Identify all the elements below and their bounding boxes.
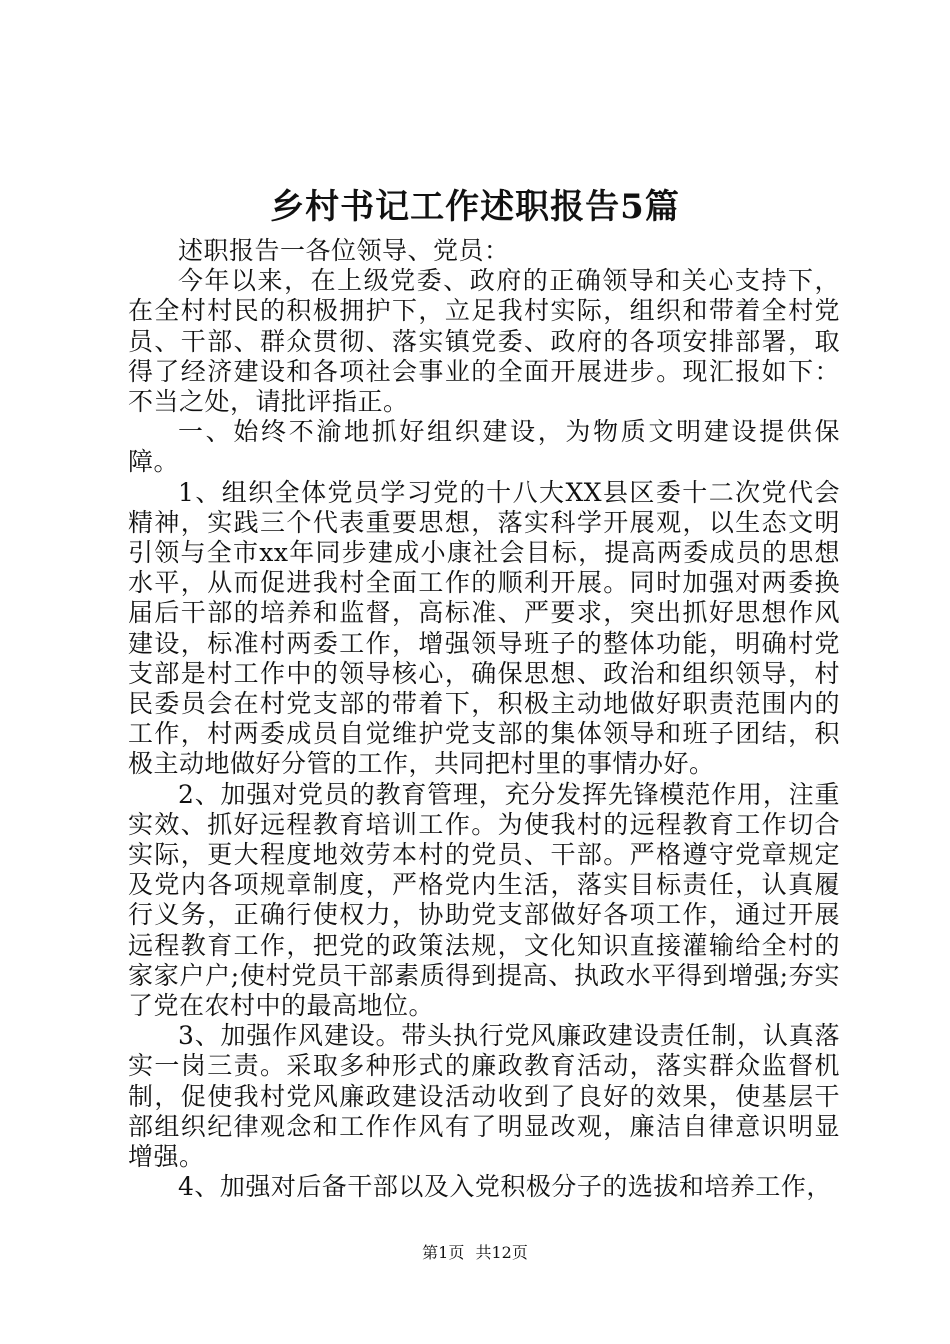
section-heading-paragraph: 一、始终不渝地抓好组织建设，为物质文明建设提供保障。: [128, 417, 840, 477]
salutation-paragraph: 述职报告一各位领导、党员：: [178, 236, 510, 265]
item-3-paragraph: 3、加强作风建设。带头执行党风廉政建设责任制，认真落实一岗三责。采取多种形式的廉政教育活动，落实群众监督机制，促使我村党风廉政建设活动收到了良好的效果，使基层干部组织纪律观念和工作作风有了明显改观，廉洁自律意识明显增强。: [128, 1021, 840, 1172]
item-4-paragraph: 4、加强对后备干部以及入党积极分子的选拔和培养工作，: [178, 1172, 832, 1202]
page-footer: [0, 1243, 950, 1263]
item-1-paragraph: 1、组织全体党员学习党的十八大XX县区委十二次党代会精神，实践三个代表重要思想，落实科学开展观，以生态文明引领与全市xx年同步建成小康社会目标，提高两委成员的思想水平，从而促进我村全面工作的顺利开展。同时加强对两委换届后干部的培养和监督，高标准、严要求，突出抓好思想作风建设，标准村两委工作，增强领导班子的整体功能，明确村党支部是村工作中的领导核心，确保思想、政治和组织领导，村民委员会在村党支部的带着下，积极主动地做好职责范围内的工作，村两委成员自觉维护党支部的集体领导和班子团结，积极主动地做好分管的工作，共同把村里的事情办好。: [128, 477, 840, 779]
document-title: 乡村书记工作述职报告5篇: [270, 187, 680, 227]
item-2-paragraph: 2、加强对党员的教育管理，充分发挥先锋模范作用，注重实效、抓好远程教育培训工作。为使我村的远程教育工作切合实际，更大程度地效劳本村的党员、干部。严格遵守党章规定及党内各项规章制度，严格党内生活，落实目标责任，认真履行义务，正确行使权力，协助党支部做好各项工作，通过开展远程教育工作，把党的政策法规，文化知识直接灌输给全村的家家户户;使村党员干部素质得到提高、执政水平得到增强;夯实了党在农村中的最高地位。: [128, 779, 840, 1021]
page-total: 共12页: [475, 1243, 528, 1262]
intro-paragraph: 今年以来，在上级党委、政府的正确领导和关心支持下，在全村村民的积极拥护下，立足我村实际，组织和带着全村党员、干部、群众贯彻、落实镇党委、政府的各项安排部署，取得了经济建设和各项社会事业的全面开展进步。现汇报如下：不当之处，请批评指正。: [128, 266, 840, 417]
page-number: 第1页: [422, 1243, 465, 1262]
document-body: [128, 236, 840, 1203]
